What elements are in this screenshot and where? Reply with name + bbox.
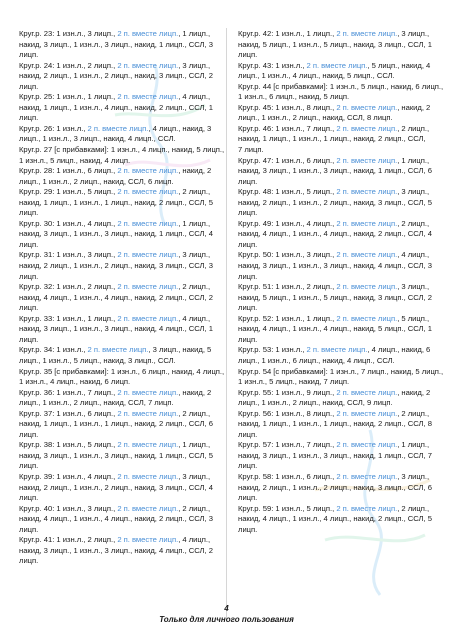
row-text: , 5 лицп., накид, 4 лицп., 1 изн.л., 4 лицп., накид, 5 лицп., ССЛ, 1 лицп. xyxy=(238,313,432,344)
pattern-row xyxy=(19,388,227,409)
row-text: Круг.р. 35 [с прибавками]: 1 изн.л., 6 лицп., накид, 4 лицп., 1 изн.л., 4 лицп., накид, 6 лицп. xyxy=(19,366,225,387)
row-text: , 3 лицп., накид, 5 лицп., 1 изн.л., 5 лицп., накид, 3 лицп., ССЛ, 2 лицп. xyxy=(238,282,432,313)
row-text: Круг.р. 31: 1 изн.л., 3 лицп., xyxy=(19,250,118,260)
pattern-row xyxy=(19,166,227,187)
pattern-row xyxy=(238,504,446,536)
decrease-highlight: 2 п. вместе лицп. xyxy=(336,155,398,165)
pattern-row xyxy=(238,367,446,388)
pattern-row xyxy=(19,314,227,346)
left-column xyxy=(19,29,227,567)
footer-note: Только для личного пользования xyxy=(159,615,294,624)
row-text: Круг.р. 54 [с прибавками]: 1 изн.л., 7 лицп., накид, 5 лицп., 1 изн.л., 5 лицп., накид, 7 лицп. xyxy=(238,366,444,387)
row-text: , 3 лицп., накид, 2 лицп., 1 изн.л., 2 лицп., накид, 3 лицп., ССЛ, 5 лицп. xyxy=(238,187,432,218)
pattern-row xyxy=(19,282,227,314)
row-text: , 4 лицп., накид, 3 лицп., 1 изн.л., 3 лицп., накид, 4 лицп., ССЛ, 1 лицп. xyxy=(19,313,213,344)
pattern-row xyxy=(238,314,446,346)
row-text: Круг.р. 45: 1 изн.л., 8 лицп., xyxy=(238,102,337,112)
row-text: Круг.р. 32: 1 изн.л., 2 лицп., xyxy=(19,282,118,292)
decrease-highlight: 2 п. вместе лицп. xyxy=(117,387,179,397)
decrease-highlight: 2 п. вместе лицп. xyxy=(117,503,179,513)
pattern-row xyxy=(19,345,227,366)
row-text: Круг.р. 23: 1 изн.л., 3 лицп., xyxy=(19,29,118,38)
decrease-highlight: 2 п. вместе лицп. xyxy=(117,282,179,292)
row-text: Круг.р. 29: 1 изн.л., 5 лицп., xyxy=(19,187,118,197)
row-text: , 4 лицп., накид, 1 лицп., 1 изн.л., 4 лицп., накид, 2 лицп., ССЛ, 1 лицп. xyxy=(19,92,213,123)
row-text: , 3 лицп., накид, 2 лицп., 1 изн.л., 2 лицп., накид, 3 лицп., ССЛ, 3 лицп. xyxy=(19,250,213,281)
row-text: , 2 лицп., накид, 1 лицп., 1 изн.л., 1 лицп., накид, 2 лицп., ССЛ, xyxy=(238,123,430,144)
right-column xyxy=(238,29,446,535)
decrease-highlight: 2 п. вместе лицп. xyxy=(117,187,179,197)
decrease-highlight: 2 п. вместе лицп. xyxy=(306,345,368,355)
pattern-row xyxy=(19,219,227,251)
row-text: , 2 лицп., накид, 4 лицп., 1 изн.л., 4 лицп., накид, 2 лицп., ССЛ, 5 лицп. xyxy=(238,503,432,534)
row-text: Круг.р. 36: 1 изн.л., 7 лицп., xyxy=(19,387,118,397)
pattern-row xyxy=(19,187,227,219)
decrease-highlight: 2 п. вместе лицп. xyxy=(336,218,398,228)
row-text: Круг.р. 48: 1 изн.л., 5 лицп., xyxy=(238,187,337,197)
decrease-highlight: 2 п. вместе лицп. xyxy=(117,535,179,545)
row-text: Круг.р. 33: 1 изн.л., 1 лицп., xyxy=(19,313,118,323)
row-text: Круг.р. 50: 1 изн.л., 3 лицп., xyxy=(238,250,337,260)
pattern-row xyxy=(19,250,227,282)
row-text: , 2 лицп., накид, 4 лицп., 1 изн.л., 4 лицп., накид, 2 лицп., ССЛ, 2 лицп. xyxy=(19,282,213,313)
pattern-row xyxy=(19,535,227,567)
pattern-row xyxy=(19,440,227,472)
pattern-row xyxy=(238,103,446,124)
decrease-highlight: 2 п. вместе лицп. xyxy=(336,387,398,397)
decrease-highlight: 2 п. вместе лицп. xyxy=(336,282,398,292)
row-text: , 1 лицп., накид, 3 лицп., 1 изн.л., 3 лицп., накид, 1 лицп., ССЛ, 4 лицп. xyxy=(19,218,213,249)
row-text: Круг.р. 53: 1 изн.л., xyxy=(238,345,307,355)
decrease-highlight: 2 п. вместе лицп. xyxy=(336,123,398,133)
decrease-highlight: 2 п. вместе лицп. xyxy=(336,313,398,323)
decrease-highlight: 2 п. вместе лицп. xyxy=(117,92,179,102)
row-text: Круг.р. 26: 1 изн.л., xyxy=(19,123,88,133)
pattern-row xyxy=(238,472,446,504)
decrease-highlight: 2 п. вместе лицп. xyxy=(117,166,179,176)
row-text: , 4 лицп., накид, 6 лицп., 1 изн.л., 6 лицп., накид, 4 лицп., ССЛ. xyxy=(238,345,431,365)
row-text: , 2 лицп., накид, 1 лицп., 1 изн.л., 1 лицп., накид, 2 лицп., ССЛ, 8 лицп. xyxy=(238,408,432,439)
row-text: , 1 лицп., накид, 3 лицп., 1 изн.л., 3 лицп., накид, 1 лицп., ССЛ, 7 лицп. xyxy=(238,440,432,471)
pattern-row xyxy=(19,124,227,145)
decrease-highlight: 2 п. вместе лицп. xyxy=(336,440,398,450)
row-text: , 4 лицп., накид, 3 лицп., 1 изн.л., 3 лицп., накид, 4 лицп., ССЛ, 2 лицп. xyxy=(19,535,213,566)
row-text: , 4 лицп., накид, 3 лицп., 1 изн.л., 3 лицп., накид, 4 лицп., ССЛ. xyxy=(19,123,212,144)
decrease-highlight: 2 п. вместе лицп. xyxy=(336,408,398,418)
row-text: Круг.р. 56: 1 изн.л., 8 лицп., xyxy=(238,408,337,418)
pattern-row xyxy=(238,29,446,61)
decrease-highlight: 2 п. вместе лицп. xyxy=(87,123,149,133)
pattern-row xyxy=(19,61,227,93)
row-text: , накид, 2 лицп., 1 изн.л., 2 лицп., накид, ССЛ, 8 лицп. xyxy=(238,102,431,123)
row-text: Круг.р. 51: 1 изн.л., 2 лицп., xyxy=(238,282,337,292)
pattern-row xyxy=(19,504,227,536)
pattern-row xyxy=(19,29,227,61)
decrease-highlight: 2 п. вместе лицп. xyxy=(117,313,179,323)
pattern-row xyxy=(19,367,227,388)
pattern-row xyxy=(19,409,227,441)
pattern-row xyxy=(238,388,446,409)
decrease-highlight: 2 п. вместе лицп. xyxy=(117,471,179,481)
pattern-row xyxy=(238,440,446,472)
pattern-row xyxy=(19,472,227,504)
column-divider xyxy=(226,28,227,620)
decrease-highlight: 2 п. вместе лицп. xyxy=(117,218,179,228)
row-text: Круг.р. 28: 1 изн.л., 6 лицп., xyxy=(19,166,118,176)
decrease-highlight: 2 п. вместе лицп. xyxy=(87,345,149,355)
row-text: , 1 лицп., накид, 3 лицп., 1 изн.л., 3 лицп., накид, 1 лицп., ССЛ, 5 лицп. xyxy=(19,440,213,471)
row-text: Круг.р. 37: 1 изн.л., 6 лицп., xyxy=(19,408,118,418)
decrease-highlight: 2 п. вместе лицп. xyxy=(336,102,398,112)
pattern-row xyxy=(19,145,227,166)
row-text: Круг.р. 49: 1 изн.л., 4 лицп., xyxy=(238,218,337,228)
pattern-row xyxy=(238,219,446,251)
row-text: Круг.р. 41: 1 изн.л., 2 лицп., xyxy=(19,535,118,545)
row-text: Круг.р. 57: 1 изн.л., 7 лицп., xyxy=(238,440,337,450)
pattern-row xyxy=(238,345,446,366)
pattern-row xyxy=(238,124,446,156)
pattern-row xyxy=(238,82,446,103)
row-text: Круг.р. 59: 1 изн.л., 5 лицп., xyxy=(238,503,337,513)
row-text: , 4 лицп., накид, 3 лицп., 1 изн.л., 3 лицп., накид, 4 лицп., ССЛ, 3 лицп. xyxy=(238,250,432,281)
row-text: Круг.р. 40: 1 изн.л., 3 лицп., xyxy=(19,503,118,513)
decrease-highlight: 2 п. вместе лицп. xyxy=(336,250,398,260)
row-text: Круг.р. 38: 1 изн.л., 5 лицп., xyxy=(19,440,118,450)
row-text: , 2 лицп., накид, 4 лицп., 1 изн.л., 4 лицп., накид, 2 лицп., ССЛ, 4 лицп. xyxy=(238,218,432,249)
row-text: Круг.р. 43: 1 изн.л., xyxy=(238,60,307,70)
row-text: Круг.р. 58: 1 изн.л., 6 лицп., xyxy=(238,471,337,481)
decrease-highlight: 2 п. вместе лицп. xyxy=(117,29,179,38)
row-text: , 3 лицп., накид, 2 лицп., 1 изн.л., 2 лицп., накид, 3 лицп., ССЛ, 4 лицп. xyxy=(19,471,213,503)
row-text: , накид, 2 лицп., 1 изн.л., 2 лицп., накид, ССЛ, 9 лицп. xyxy=(238,387,431,408)
decrease-highlight: 2 п. вместе лицп. xyxy=(117,408,179,418)
pattern-row xyxy=(238,187,446,219)
row-text: Круг.р. 46: 1 изн.л., 7 лицп., xyxy=(238,123,337,133)
decrease-highlight: 2 п. вместе лицп. xyxy=(117,250,179,260)
pattern-row xyxy=(238,156,446,188)
row-text: Круг.р. 34: 1 изн.л., xyxy=(19,345,88,355)
pattern-row xyxy=(238,282,446,314)
row-text: , 2 лицп., накид, 1 лицп., 1 изн.л., 1 лицп., накид, 2 лицп., ССЛ, 6 лицп. xyxy=(19,408,213,439)
row-text: , 2 лицп., накид, 1 лицп., 1 изн.л., 1 лицп., накид, 2 лицп., ССЛ, 5 лицп. xyxy=(19,187,213,218)
decrease-highlight: 2 п. вместе лицп. xyxy=(336,29,398,38)
row-text: , 5 лицп., накид, 4 лицп., 1 изн.л., 4 лицп., накид, 5 лицп., ССЛ. xyxy=(238,60,431,81)
pattern-row xyxy=(238,61,446,82)
row-text: Круг.р. 52: 1 изн.л., 1 лицп., xyxy=(238,313,337,323)
row-text: Круг.р. 47: 1 изн.л., 6 лицп., xyxy=(238,155,337,165)
row-text: , 1 лицп., накид, 3 лицп., 1 изн.л., 3 лицп., накид, 1 лицп., ССЛ, 3 лицп. xyxy=(19,29,213,60)
row-text: Круг.р. 55: 1 изн.л., 9 лицп., xyxy=(238,387,337,397)
row-text: 7 лицп. xyxy=(238,145,264,155)
row-text: , 3 лицп., накид, 5 лицп., 1 изн.л., 5 лицп., накид, 3 лицп., ССЛ, 1 лицп. xyxy=(238,29,432,60)
page-number: 4 xyxy=(224,604,229,613)
pattern-row xyxy=(238,409,446,441)
decrease-highlight: 2 п. вместе лицп. xyxy=(336,503,398,513)
row-text: , 3 лицп., накид, 2 лицп., 1 изн.л., 2 лицп., накид, 3 лицп., ССЛ, 2 лицп. xyxy=(19,60,213,91)
row-text: Круг.р. 30: 1 изн.л., 4 лицп., xyxy=(19,218,118,228)
decrease-highlight: 2 п. вместе лицп. xyxy=(117,440,179,450)
row-text: Круг.р. 44 [с прибавками]: 1 изн.л., 5 лицп., накид, 6 лицп., 1 изн.л., 6 лицп., накид, 5 лицп. xyxy=(238,81,444,102)
decrease-highlight: 2 п. вместе лицп. xyxy=(336,471,398,481)
row-text: Круг.р. 24: 1 изн.л., 2 лицп., xyxy=(19,60,118,70)
decrease-highlight: 2 п. вместе лицп. xyxy=(336,187,398,197)
row-text: , 3 лицп., накид, 2 лицп., 1 изн.л., 2 лицп., накид, 3 лицп., ССЛ, 6 лицп. xyxy=(238,471,432,503)
row-text: Круг.р. 42: 1 изн.л., 1 лицп., xyxy=(238,29,337,38)
decrease-highlight: 2 п. вместе лицп. xyxy=(117,60,179,70)
decrease-highlight: 2 п. вместе лицп. xyxy=(306,60,368,70)
row-text: , 1 лицп., накид, 3 лицп., 1 изн.л., 3 лицп., накид, 1 лицп., ССЛ, 6 лицп. xyxy=(238,155,432,186)
row-text: , 3 лицп., накид, 5 лицп., 1 изн.л., 5 лицп., накид, 3 лицп., ССЛ. xyxy=(19,345,212,365)
row-text: Круг.р. 39: 1 изн.л., 4 лицп., xyxy=(19,471,118,481)
pattern-row xyxy=(238,250,446,282)
row-text: , накид, 2 лицп., 1 изн.л., 2 лицп., накид, ССЛ, 7 лицп. xyxy=(19,387,212,408)
row-text: , накид, 2 лицп., 1 изн.л., 2 лицп., накид, ССЛ, 6 лицп. xyxy=(19,166,212,186)
row-text: Круг.р. 27 [с прибавками]: 1 изн.л., 4 лицп., накид, 5 лицп., 1 изн.л., 5 лицп., накид, 4 лицп. xyxy=(19,145,225,165)
pattern-row xyxy=(19,92,227,124)
row-text: Круг.р. 25: 1 изн.л., 1 лицп., xyxy=(19,92,118,102)
row-text: , 2 лицп., накид, 4 лицп., 1 изн.л., 4 лицп., накид, 2 лицп., ССЛ, 3 лицп. xyxy=(19,503,213,534)
